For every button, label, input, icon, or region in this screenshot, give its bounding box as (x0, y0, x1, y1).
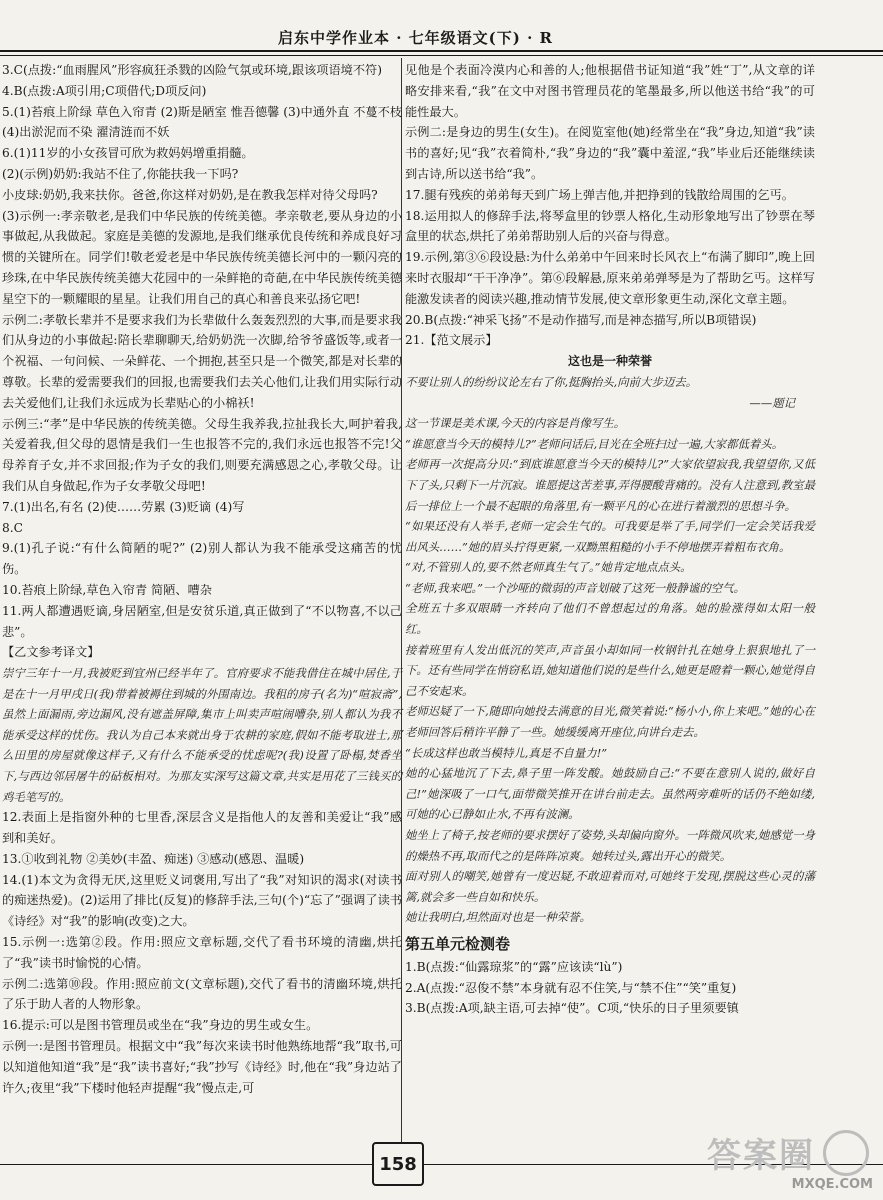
essay-paragraph: “如果还没有人举手,老师一定会生气的。可我要是举了手,同学们一定会笑话我爱出风头……”她的眉头拧得更紧,一双黝黑粗糙的小手不停地摆弄着粗布衣角。 (405, 519, 815, 554)
answer-item: 见他是个表面冷漠内心和善的人;他根据借书证知道“我”姓“丁”,从文章的详略安排来看,“我”在文中对图书管理员花的笔墨最多,所以他送书给“我”的可能性最大。 (405, 63, 815, 119)
answer-item: 12.表面上是指窗外种的七里香,深层含义是指他人的友善和美爱让“我”感到和美好。 (2, 810, 402, 846)
header-rule-thin (0, 55, 883, 56)
answer-item: 示例二:选第⑩段。作用:照应前文(文章标题),交代了看书的清幽环境,烘托了乐于助人者的人物形象。 (2, 976, 402, 1012)
essay-paragraph: 接着班里有人发出低沉的笑声,声音虽小却如同一枚钢针扎在她身上狠狠地扎了一下。还有些同学在悄窃私语,她知道他们说的是些什么,她更是瞪着一颗心,她觉得自己不安起来。 (405, 642, 815, 698)
essay-paragraph: 老师再一次提高分贝:“到底谁愿意当今天的模特儿?”大家依望寂我,我望望你,又低下了头,只剩下一片沉寂。谁愿提这苦差事,弄得腰酸背痛的。没有人注意到,教室最后一排位上一个最不起眼的角落里,有一颗平凡的心在进行着激烈的思想斗争。 (405, 457, 815, 513)
essay-paragraph: 这一节课是美术课,今天的内容是肖像写生。 (405, 416, 626, 431)
essay-paragraph: 她让我明白,坦然面对也是一种荣誉。 (405, 910, 591, 925)
essay-paragraph: 她的心猛地沉了下去,鼻子里一阵发酸。她鼓励自己:“不要在意别人说的,做好自己!”她深吸了一口气,面带微笑推开在讲台前走去。虽然两旁难听的话仍不绝如缕,可她的心已静如止水,不再有波澜。 (405, 766, 815, 822)
answer-item: 17.腿有残疾的弟弟每天到广场上弹吉他,并把挣到的钱散给周围的乞丐。 (405, 187, 794, 202)
left-column (2, 60, 402, 1098)
essay-paragraph: 面对别人的嘲笑,她曾有一度迟疑,不敢迎着而对,可她终于发现,摆脱这些心灵的藩篱,就会多一些自如和快乐。 (405, 869, 815, 904)
page-number: 158 (372, 1142, 424, 1186)
answer-item: 1.B(点拨:“仙露琼浆”的“露”应该读“lù”) (405, 959, 623, 974)
essay-paragraph: 全班五十多双眼睛一齐转向了他们不曾想起过的角落。她的脸涨得如太阳一般红。 (405, 601, 815, 637)
page-header (0, 0, 883, 58)
answer-item: 16.提示:可以是图书管理员或坐在“我”身边的男生或女生。 (2, 1018, 319, 1033)
watermark-logo (665, 1126, 875, 1194)
answer-item: 6.(1)11岁的小女孩冒可欣为救妈妈增重捐髓。 (2, 146, 254, 161)
answer-item: 21.【范文展示】 (405, 333, 498, 348)
answer-item: 10.苔痕上阶绿,草色入帘青 简陋、嘈杂 (2, 582, 212, 597)
essay-paragraph: “谁愿意当今天的模特儿?”老师问话后,目光在全班扫过一遍,大家都低着头。 (405, 436, 784, 451)
answer-item: 9.(1)孔子说:“有什么简陋的呢?” (2)别人都认为我不能承受这痛苦的忧伤。 (2, 541, 402, 577)
answer-item: 8.C (2, 520, 23, 535)
essay-paragraph: 她坐上了椅子,按老师的要求摆好了姿势,头却偏向窗外。一阵微风吹来,她感觉一身的燥热不再,取而代之的是阵阵凉爽。她转过头,露出开心的微笑。 (405, 828, 815, 863)
answer-item: 3.B(点拨:A项,缺主语,可去掉“使”。C项,“快乐的日子里须要镇 (405, 1001, 739, 1016)
answer-item: 18.运用拟人的修辞手法,将琴盒里的钞票人格化,生动形象地写出了钞票在琴盒里的状态,烘托了弟弟帮助别人后的兴奋与得意。 (405, 208, 815, 244)
answer-item: 7.(1)出名,有名 (2)使……劳累 (3)贬谪 (4)写 (2, 499, 245, 514)
answer-item: 3.C(点拨:“血雨腥风”形容疯狂杀戮的凶险气氛或环境,跟该项语境不符) (2, 63, 382, 77)
answer-item: 20.B(点拨:“神采飞扬”不是动作描写,而是神态描写,所以B项错误) (405, 312, 757, 327)
answer-item: 4.B(点拨:A项引用;C项借代;D项反问) (2, 83, 207, 98)
translation-label: 【乙文参考译文】 (2, 645, 100, 660)
answer-item: 2.A(点拨:“忍俊不禁”本身就有忍不住笑,与“禁不住”“笑”重复) (405, 980, 737, 995)
answer-item: 示例二:孝敬长辈并不是要求我们为长辈做什么轰轰烈烈的大事,而是要求我们从身边的小事做起:陪长辈聊聊天,给奶奶洗一次脚,给爷爷盛饭等,或者一个祝福、一句问候、一朵鲜花、一个拥抱,甚至只是一个微笑,都是对长辈的尊敬。长辈的爱需要我们的回报,也需要我们去关心他们,让我们用实际行动去关爱他们,让我们永远成为长辈贴心的小棉袄! (2, 312, 402, 410)
answer-item: 示例一:是图书管理员。根据文中“我”每次来读书时他熟练地帮“我”取书,可以知道他知道“我”是“我”读书喜好;“我”抄写《诗经》时,他在“我”身边站了许久;夜里“我”下楼时他轻声提醒“我”慢点走,可 (2, 1039, 402, 1095)
answer-item: 14.(1)本文为贪得无厌,这里贬义词褒用,写出了“我”对知识的渴求(对读书的痴迷热爱)。(2)运用了排比(反复)的修辞手法,三句(个)“忘了”强调了读书《诗经》对“我”的影响(改变)之大。 (2, 872, 402, 929)
essay-paragraph: “长成这样也敢当模特儿,真是不自量力!” (405, 745, 608, 760)
translation-text: 崇宁三年十一月,我被贬到宜州已经半年了。官府要求不能我借住在城中居住,于是在十一月甲戌日(我)带着被褥住到城的外围南边。我租的房子(名为)“喧寂斋”,虽然上面漏雨,旁边漏风,没有遮盖屏障,集市上叫卖声喧闹嘈杂,别人都认为我不能承受这样的忧伤。我认为自己本来就出身于农耕的家庭,假如不能考取进士,那么田里的房屋就像这样子,又有什么不能承受的忧虑呢?(我)设置了卧榻,焚香坐下,与西边邻居屠牛的砧板相对。为那友实深写这篇文章,共实是用花了三钱买的鸡毛笔写的。 (2, 666, 402, 804)
answer-item: (2)(示例)奶奶:我站不住了,你能扶我一下吗? (2, 166, 239, 181)
answer-item: 15.示例一:选第②段。作用:照应文章标题,交代了看书环境的清幽,烘托了“我”读书时愉悦的心情。 (2, 935, 402, 970)
header-title: 启东中学作业本 · 七年级语文(下) · R (278, 29, 553, 47)
essay-epigraph-sign: ——题记 (749, 395, 795, 410)
answer-item: (3)示例一:孝亲敬老,是我们中华民族的传统美德。孝亲敬老,要从身边的小事做起,从我做起。家庭是美德的发源地,是我们继承优良传统和养成良好习惯的关键所在。同学们!敬老爱老是中华民族传统美德长河中的一颗闪亮的珍珠,在中华民族传统美德大花园中的一朵鲜艳的奇葩,在中华民族传统美德星空下的一颗耀眼的星星。让我们用自己的真心和善良来弘扬它吧! (2, 208, 402, 306)
watermark-url: MXQE.COM (791, 1177, 873, 1192)
watermark-badge-icon (823, 1130, 869, 1176)
answer-item: 示例三:“孝”是中华民族的传统美德。父母生我养我,拉扯我长大,呵护着我,关爱着我,但父母的恩情是我们一生也报答不完的,我们永远也报答不完!父母养育子女,并不求回报;作为子女的我们,则要充满感恩之心,孝敬父母。让我们从自身做起,作为子女孝敬父母吧! (2, 416, 402, 493)
answer-item: 19.示例,第③⑥段设悬:为什么弟弟中午回来时长风衣上“布满了脚印”,晚上回来时衣服却“干干净净”。第⑥段解悬,原来弟弟弹琴是为了帮助乞丐。这样写能激发读者的阅读兴趣,推动情节发展,使文章形象更生动,深化文章主题。 (405, 250, 815, 306)
header-rule (0, 50, 883, 52)
essay-paragraph: 老师迟疑了一下,随即向她投去满意的目光,微笑着说:“杨小小,你上来吧。”她的心在老师回答后稍许平静了一些。她缓缓离开座位,向讲台走去。 (405, 704, 815, 740)
essay-paragraph: “对,不管别人的,要不然老师真生气了。”她肯定地点点头。 (405, 560, 692, 575)
section-heading: 第五单元检测卷 (405, 934, 511, 953)
answer-item: 13.①收到礼物 ②美妙(丰盈、痴迷) ③感动(感恩、温暖) (2, 851, 305, 866)
answer-item: 11.两人都遭遇贬谪,身居陋室,但是安贫乐道,真正做到了“不以物喜,不以己悲”。 (2, 603, 402, 639)
right-column (405, 60, 815, 1019)
essay-title: 这也是一种荣誉 (567, 354, 652, 369)
essay-paragraph: “老师,我来吧。”一个沙哑的微弱的声音划破了这死一般静谧的空气。 (405, 580, 745, 595)
answer-item: 小皮球:奶奶,我来扶你。爸爸,你这样对奶奶,是在教我怎样对待父母吗? (2, 187, 378, 202)
answer-item: 5.(1)苔痕上阶绿 草色入帘青 (2)斯是陋室 惟吾德馨 (3)中通外直 不蔓不枝 (4)出淤泥而不染 濯清涟而不妖 (2, 104, 402, 140)
watermark-text: 答案圈 (707, 1136, 815, 1176)
answer-item: 示例二:是身边的男生(女生)。在阅览室他(她)经常坐在“我”身边,知道“我”读书的喜好;见“我”衣着简朴,“我”身边的“我”囊中羞涩,“我”毕业后还能继续读到古诗,所以送书给“我”。 (405, 125, 815, 181)
essay-epigraph: 不要让别人的纷纷议论左右了你,挺胸抬头,向前大步迈去。 (405, 374, 698, 389)
